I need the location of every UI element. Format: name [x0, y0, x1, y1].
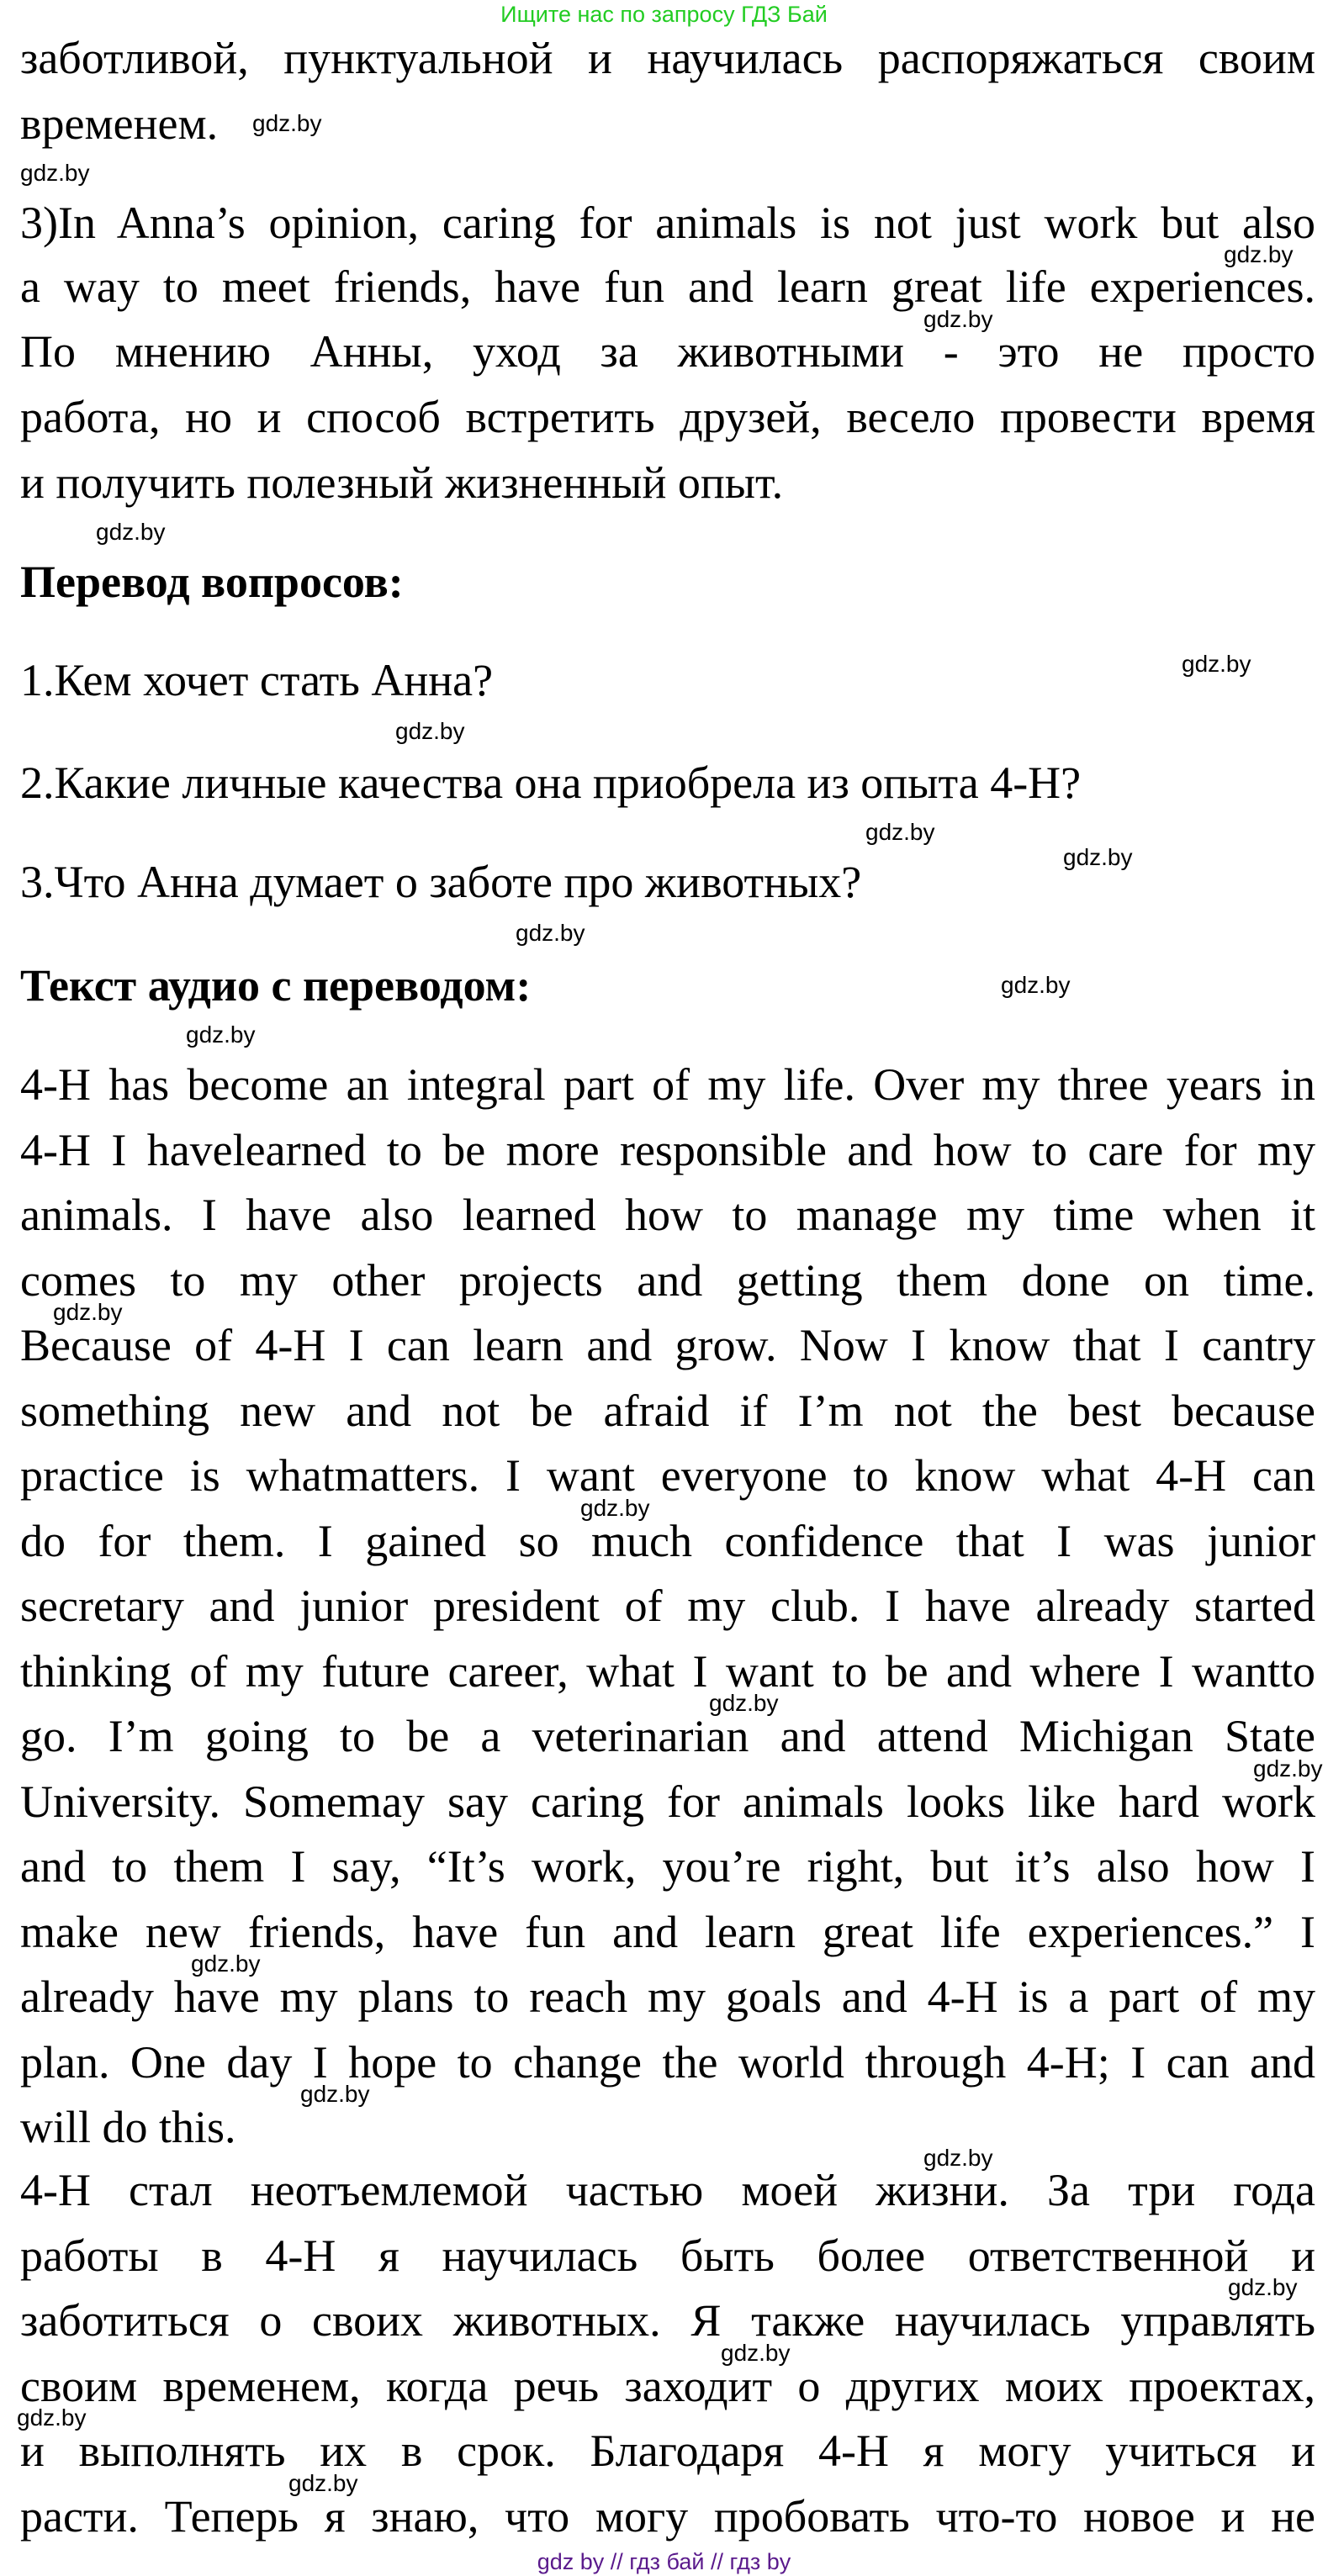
watermark: gdz.by [300, 2081, 370, 2107]
text-line: работа, но и способ встретить друзей, весело провести время [20, 392, 1315, 442]
watermark: gdz.by [709, 1690, 779, 1716]
text-line: своим временем, когда речь заходит о других моих проектах, [20, 2360, 1315, 2411]
text-line: and to them I say, “It’s work, you’re right, but it’s also how I [20, 1841, 1315, 1892]
watermark: gdz.by [288, 2470, 358, 2496]
text-line: make new friends, have fun and learn great life experiences.” I [20, 1906, 1315, 1957]
watermark: gdz.by [1253, 1755, 1323, 1782]
watermark: gdz.by [1228, 2274, 1298, 2300]
text-line: 4-H has become an integral part of my life. Over my three years in [20, 1059, 1315, 1110]
text-line: animals. I have also learned how to manage my time when it [20, 1190, 1315, 1240]
text-line: работы в 4-H я научилась быть более ответственной и [20, 2230, 1315, 2281]
text-line: something new and not be afraid if I’m not the best because [20, 1385, 1315, 1436]
text-line: thinking of my future career, what I want to be and where I wantto [20, 1645, 1315, 1697]
watermark: gdz.by [516, 920, 585, 946]
watermark: gdz.by [865, 819, 935, 845]
header-banner[interactable]: Ищите нас по запросу ГДЗ Бай [500, 2, 828, 27]
watermark: gdz.by [53, 1299, 123, 1325]
text-line: will do this. [20, 2102, 236, 2152]
text-line: practice is whatmatters. I want everyone to know what 4-H can [20, 1450, 1315, 1501]
watermark: gdz.by [1224, 241, 1294, 267]
text-line: 4-H I havelearned to be more responsible and how to care for my [20, 1124, 1315, 1175]
text-line: По мнению Анны, уход за животными - это не просто [20, 326, 1315, 377]
text-line: расти. Теперь я знаю, что могу пробовать что-то новое и не [20, 2490, 1315, 2542]
section-heading: Перевод вопросов: [20, 557, 404, 607]
text-line: already have my plans to reach my goals and 4-H is a part of my [20, 1972, 1315, 2022]
footer-banner[interactable]: gdz by // гдз бай // гдз by [537, 2549, 791, 2574]
watermark: gdz.by [96, 519, 166, 545]
text-line: 2.Какие личные качества она приобрела из опыта 4-H? [20, 757, 1082, 808]
text-line: 1.Кем хочет стать Анна? [20, 655, 494, 705]
text-line: do for them. I gained so much confidence that I was junior [20, 1515, 1315, 1566]
text-line: 3.Что Анна думает о заботе про животных? [20, 857, 862, 907]
watermark: gdz.by [1182, 651, 1251, 677]
text-line: заботливой, пунктуальной и научилась распоряжаться своим [20, 33, 1315, 83]
text-line: plan. One day I hope to change the world through 4-H; I can and [20, 2036, 1315, 2088]
watermark: gdz.by [191, 1950, 261, 1977]
text-line: a way to meet friends, have fun and learn great life experiences. [20, 261, 1315, 312]
watermark: gdz.by [1063, 844, 1133, 870]
watermark: gdz.by [923, 306, 993, 332]
text-line: 3)In Anna’s opinion, caring for animals is not just work but also [20, 198, 1315, 248]
text-line: go. I’m going to be a veterinarian and attend Michigan State [20, 1711, 1315, 1761]
watermark: gdz.by [721, 2340, 791, 2366]
text-line: secretary and junior president of my club. I have already started [20, 1581, 1315, 1631]
watermark: gdz.by [923, 2145, 993, 2171]
text-line: и получить полезный жизненный опыт. [20, 457, 784, 508]
text-line: заботиться о своих животных. Я также научилась управлять [20, 2295, 1315, 2346]
text-line: comes to my other projects and getting them done on time. [20, 1254, 1315, 1306]
text-line: Because of 4-H I can learn and grow. Now I know that I cantry [20, 1320, 1315, 1370]
watermark: gdz.by [580, 1495, 650, 1521]
watermark: gdz.by [395, 718, 465, 744]
text-line: и выполнять их в срок. Благодаря 4-H я могу учиться и [20, 2426, 1315, 2476]
watermark: gdz.by [20, 160, 90, 186]
watermark: gdz.by [252, 110, 322, 136]
watermark: gdz.by [17, 2404, 87, 2431]
section-heading: Текст аудио с переводом: [20, 960, 532, 1011]
watermark: gdz.by [186, 1021, 256, 1048]
text-line: University. Somemay say caring for animals looks like hard work [20, 1776, 1315, 1827]
text-line: 4-H стал неотъемлемой частью моей жизни. За три года [20, 2165, 1315, 2215]
watermark: gdz.by [1001, 972, 1071, 998]
text-line: временем. [20, 98, 219, 149]
